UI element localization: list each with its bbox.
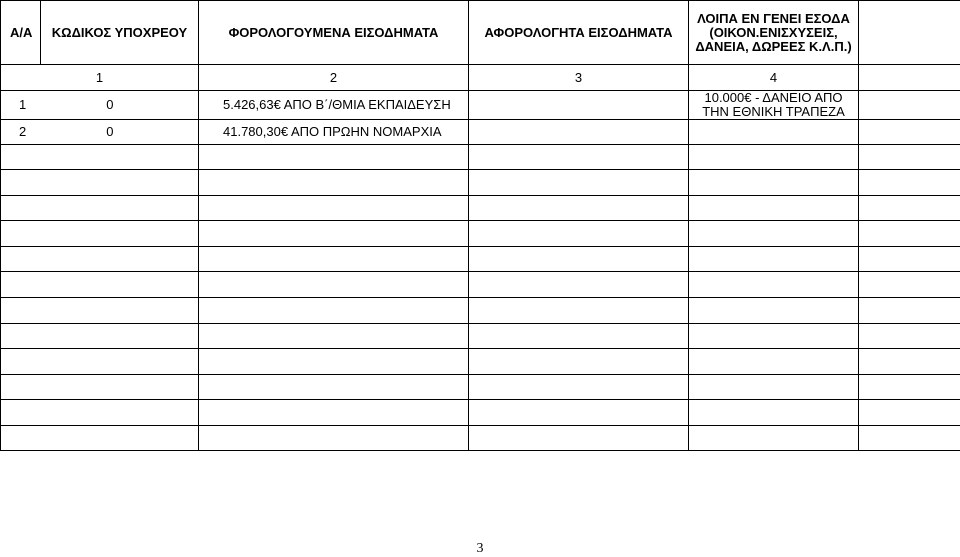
table-row [1,298,960,324]
header-other-income: ΛΟΙΠΑ ΕΝ ΓΕΝΕΙ ΕΣΟΔΑ (ΟΙΚΟΝ.ΕΝΙΣΧΥΣΕΙΣ, ΔΑΝΕΙΑ, ΔΩΡΕΕΣ Κ.Λ.Π.) [689,1,859,65]
table-row [1,247,960,272]
table-row [1,375,960,400]
table-row [1,91,960,120]
column-number-row [1,65,960,91]
row-2-code: 0 [106,124,113,139]
table-row [1,426,960,451]
table-row [1,221,960,247]
row-1-untaxed [469,91,689,120]
row-1-empty [859,91,960,120]
row-2-other [689,120,859,145]
page-number: 3 [0,541,960,557]
header-empty-cell [859,1,960,65]
row-1-taxed: 5.426,63€ ΑΠΟ Β΄/ΘΜΙΑ ΕΚΠΑΙΔΕΥΣΗ [199,91,469,120]
row-1-other: 10.000€ - ΔΑΝΕΙΟ ΑΠΟ ΤΗΝ ΕΘΝΙΚΗ ΤΡΑΠΕΖΑ [689,91,859,120]
row-1-code: 0 [106,97,113,112]
row-2-aa-code [1,120,199,145]
row-2-empty [859,120,960,145]
header-row [1,1,960,65]
table-row [1,400,960,426]
table-row [1,272,960,298]
table-row [1,324,960,349]
table-row [1,170,960,196]
column-number-1: 1 [1,65,199,91]
row-2-taxed: 41.780,30€ ΑΠΟ ΠΡΩΗΝ ΝΟΜΑΡΧΙΑ [199,120,469,145]
row-2-aa: 2 [19,124,26,139]
column-number-3: 3 [469,65,689,91]
row-1-aa: 1 [19,97,26,112]
header-taxed-income: ΦΟΡΟΛΟΓΟΥΜΕΝΑ ΕΙΣΟΔΗΜΑΤΑ [199,1,469,65]
table-row [1,120,960,145]
table-row [1,145,960,170]
row-1-aa-code [1,91,199,120]
table-row [1,349,960,375]
header-code: ΚΩΔΙΚΟΣ ΥΠΟΧΡΕΟΥ [41,1,199,65]
header-untaxed-income: ΑΦΟΡΟΛΟΓΗΤΑ ΕΙΣΟΔΗΜΑΤΑ [469,1,689,65]
column-number-4: 4 [689,65,859,91]
row-2-untaxed [469,120,689,145]
header-aa: Α/Α [1,1,41,65]
table-row [1,196,960,221]
column-number-2: 2 [199,65,469,91]
column-number-empty [859,65,960,91]
